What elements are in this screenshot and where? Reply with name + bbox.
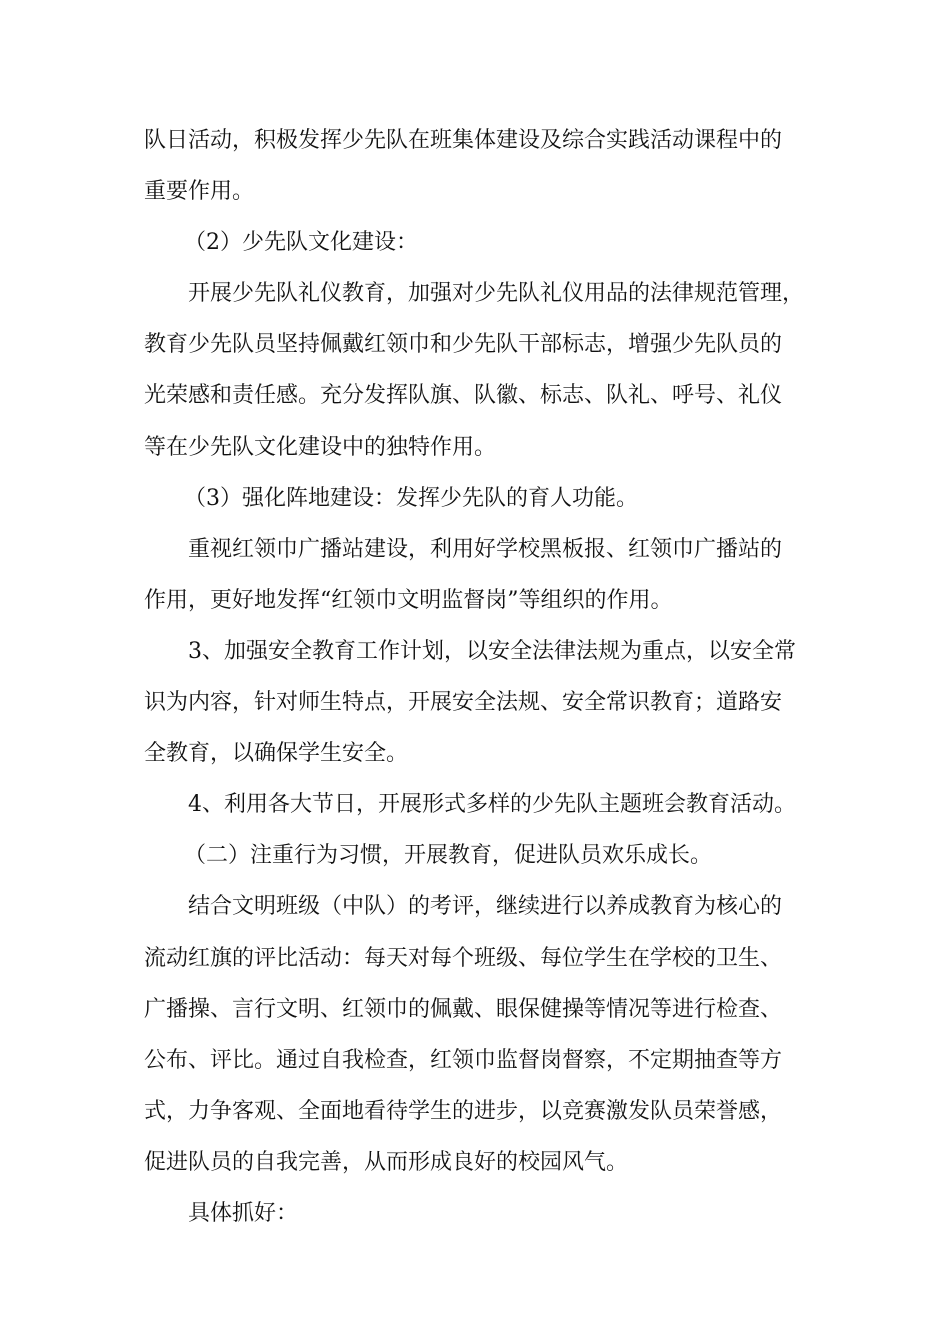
paragraph-line: 等在少先队文化建设中的独特作用。: [144, 434, 497, 460]
paragraph-line: 全教育，以确保学生安全。: [144, 741, 409, 767]
paragraph-line: 队日活动，积极发挥少先队在班集体建设及综合实践活动课程中的: [144, 128, 783, 153]
paragraph-line: 教育少先队员坚持佩戴红领巾和少先队干部标志，增强少先队员的: [144, 332, 783, 358]
paragraph-line: 3、加强安全教育工作计划，以安全法律法规为重点，以安全常: [188, 638, 796, 664]
paragraph-line: 光荣感和责任感。充分发挥队旗、队徽、标志、队礼、呼号、礼仪: [144, 383, 783, 409]
paragraph-line: 识为内容，针对师生特点，开展安全法规、安全常识教育；道路安: [144, 690, 783, 716]
paragraph-line: 结合文明班级（中队）的考评，继续进行以养成教育为核心的: [188, 894, 783, 920]
paragraph-line: 广播操、言行文明、红领巾的佩戴、眼保健操等情况等进行检查、: [144, 996, 783, 1022]
paragraph-line: 重视红领巾广播站建设，利用好学校黑板报、红领巾广播站的: [188, 536, 783, 562]
paragraph-line: 公布、评比。通过自我检查，红领巾监督岗督察，不定期抽查等方: [144, 1047, 783, 1073]
paragraph-line: 重要作用。: [144, 179, 255, 205]
paragraph-line: 流动红旗的评比活动：每天对每个班级、每位学生在学校的卫生、: [144, 945, 783, 971]
paragraph-line: 促进队员的自我完善，从而形成良好的校园风气。: [144, 1149, 629, 1175]
paragraph-line: 作用，更好地发挥“红领巾文明监督岗”等组织的作用。: [144, 587, 673, 613]
section-heading: （3）强化阵地建设：发挥少先队的育人功能。: [184, 485, 638, 511]
paragraph-line: 4、利用各大节日，开展形式多样的少先队主题班会教育活动。: [188, 792, 796, 818]
paragraph-line: 开展少先队礼仪教育，加强对少先队礼仪用品的法律规范管理，: [188, 281, 805, 307]
document-body: [144, 129, 824, 1253]
section-heading: （二）注重行为习惯，开展教育，促进队员欢乐成长。: [184, 843, 713, 869]
section-heading: （2）少先队文化建设：: [184, 230, 418, 256]
paragraph-line: 式，力争客观、全面地看待学生的进步，以竞赛激发队员荣誉感，: [144, 1098, 783, 1124]
paragraph-line: 具体抓好：: [188, 1200, 299, 1226]
